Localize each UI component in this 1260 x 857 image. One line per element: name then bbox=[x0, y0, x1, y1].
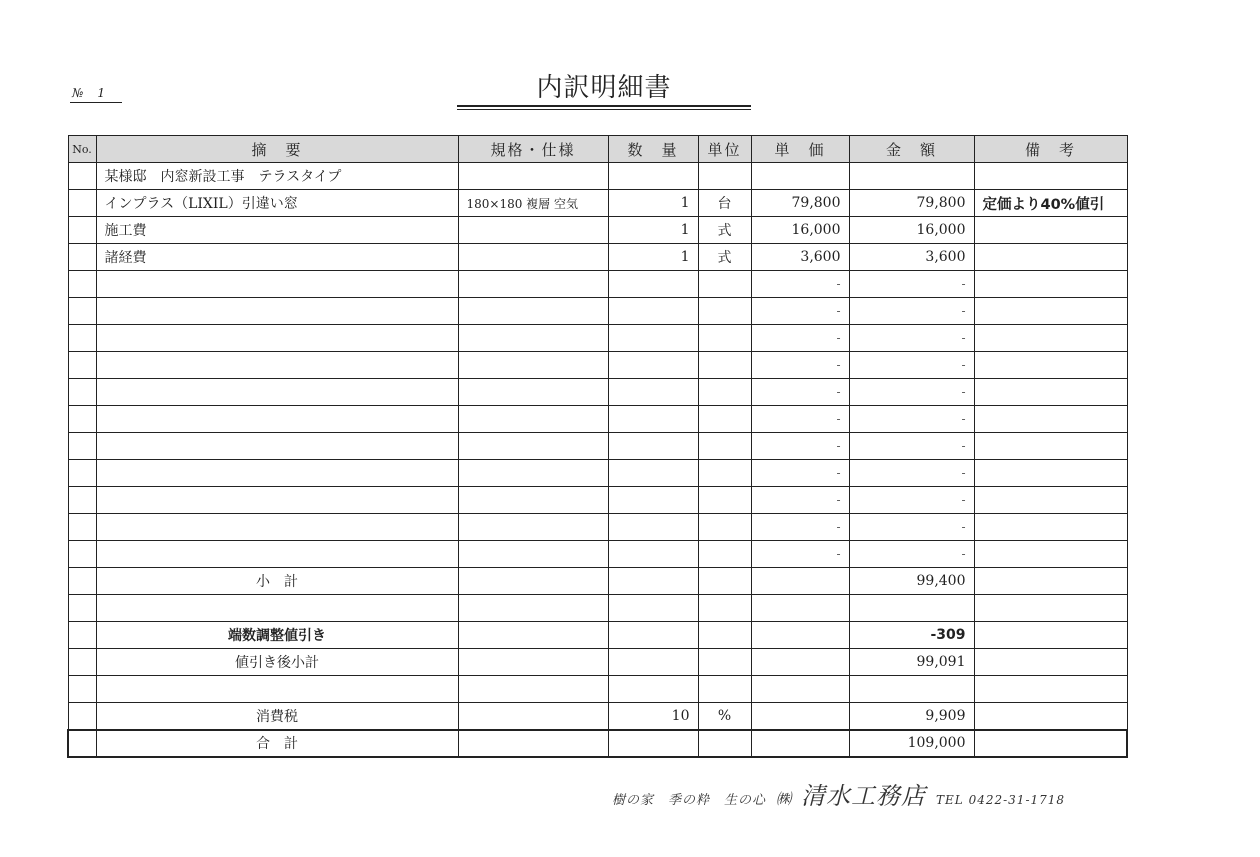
cell-description bbox=[96, 541, 458, 568]
table-row bbox=[68, 217, 1127, 244]
cell-unit-price: - bbox=[751, 271, 849, 298]
table-row bbox=[68, 379, 1127, 406]
table-row bbox=[68, 244, 1127, 271]
cell-unit-price bbox=[751, 703, 849, 730]
cell-remarks bbox=[974, 163, 1127, 190]
cell-description bbox=[96, 460, 458, 487]
cell-amount bbox=[849, 595, 974, 622]
table-row bbox=[68, 460, 1127, 487]
document-title-block bbox=[457, 72, 751, 110]
cell-spec bbox=[458, 271, 608, 298]
cell-spec bbox=[458, 460, 608, 487]
cell-amount: - bbox=[849, 541, 974, 568]
table-row bbox=[68, 352, 1127, 379]
cell-amount: - bbox=[849, 271, 974, 298]
cell-remarks bbox=[974, 271, 1127, 298]
table-row bbox=[68, 271, 1127, 298]
cell-remarks bbox=[974, 460, 1127, 487]
cell-amount: 79,800 bbox=[849, 190, 974, 217]
cell-quantity bbox=[608, 514, 698, 541]
cell-unit bbox=[698, 514, 751, 541]
cell-quantity bbox=[608, 163, 698, 190]
cell-description bbox=[96, 514, 458, 541]
cell-amount bbox=[849, 163, 974, 190]
document-number-label: № bbox=[72, 86, 84, 100]
grand-total-label: 合 計 bbox=[96, 730, 458, 757]
cell-remarks bbox=[974, 379, 1127, 406]
cell-quantity bbox=[608, 271, 698, 298]
column-header-remarks: 備 考 bbox=[974, 136, 1127, 163]
cell-unit bbox=[698, 568, 751, 595]
blank-row bbox=[68, 595, 1127, 622]
table-row bbox=[68, 325, 1127, 352]
title-double-underline bbox=[457, 105, 751, 110]
document-title: 内訳明細書 bbox=[536, 73, 672, 103]
subtotal-label: 小 計 bbox=[96, 568, 458, 595]
cell-amount: 3,600 bbox=[849, 244, 974, 271]
cell-remarks: 定価より40%値引 bbox=[974, 190, 1127, 217]
column-header-unit: 単位 bbox=[698, 136, 751, 163]
cell-amount: - bbox=[849, 298, 974, 325]
cell-unit bbox=[698, 460, 751, 487]
company-phone: TEL 0422-31-1718 bbox=[936, 793, 1066, 807]
cell-amount: - bbox=[849, 325, 974, 352]
cell-amount: - bbox=[849, 460, 974, 487]
cell-spec bbox=[458, 217, 608, 244]
cell-amount bbox=[849, 676, 974, 703]
cell-quantity bbox=[608, 460, 698, 487]
cell-spec bbox=[458, 703, 608, 730]
cell-description bbox=[96, 271, 458, 298]
cell-no bbox=[68, 703, 96, 730]
cell-spec bbox=[458, 487, 608, 514]
cell-description bbox=[96, 298, 458, 325]
cell-unit-price bbox=[751, 568, 849, 595]
table-row bbox=[68, 541, 1127, 568]
cell-unit bbox=[698, 541, 751, 568]
cell-description bbox=[96, 595, 458, 622]
cell-no bbox=[68, 352, 96, 379]
cell-no bbox=[68, 487, 96, 514]
cell-quantity bbox=[608, 730, 698, 757]
breakdown-table bbox=[67, 135, 1128, 758]
cell-remarks bbox=[974, 217, 1127, 244]
cell-spec bbox=[458, 541, 608, 568]
table-row bbox=[68, 433, 1127, 460]
cell-quantity: 1 bbox=[608, 244, 698, 271]
cell-amount: - bbox=[849, 487, 974, 514]
cell-spec bbox=[458, 595, 608, 622]
cell-unit-price bbox=[751, 622, 849, 649]
cell-no bbox=[68, 433, 96, 460]
cell-spec bbox=[458, 163, 608, 190]
cell-quantity bbox=[608, 298, 698, 325]
cell-quantity bbox=[608, 352, 698, 379]
column-header-no: No. bbox=[68, 136, 96, 163]
after-discount-subtotal-row bbox=[68, 649, 1127, 676]
cell-quantity bbox=[608, 622, 698, 649]
cell-no bbox=[68, 622, 96, 649]
cell-description bbox=[96, 379, 458, 406]
cell-no bbox=[68, 379, 96, 406]
cell-no bbox=[68, 514, 96, 541]
cell-unit bbox=[698, 595, 751, 622]
cell-quantity bbox=[608, 649, 698, 676]
cell-unit: 式 bbox=[698, 244, 751, 271]
cell-quantity bbox=[608, 379, 698, 406]
cell-spec bbox=[458, 298, 608, 325]
after-discount-subtotal-amount: 99,091 bbox=[849, 649, 974, 676]
rounding-discount-label: 端数調整値引き bbox=[96, 622, 458, 649]
cell-remarks bbox=[974, 541, 1127, 568]
cell-spec bbox=[458, 325, 608, 352]
cell-no bbox=[68, 271, 96, 298]
consumption-tax-row bbox=[68, 703, 1127, 730]
cell-no bbox=[68, 217, 96, 244]
cell-quantity bbox=[608, 406, 698, 433]
table-row bbox=[68, 487, 1127, 514]
cell-unit-price: - bbox=[751, 325, 849, 352]
cell-no bbox=[68, 649, 96, 676]
cell-no bbox=[68, 325, 96, 352]
cell-unit: 式 bbox=[698, 217, 751, 244]
cell-spec bbox=[458, 622, 608, 649]
company-footer bbox=[612, 776, 1066, 810]
cell-unit bbox=[698, 487, 751, 514]
cell-amount: - bbox=[849, 379, 974, 406]
cell-description: 某様邸 内窓新設工事 テラスタイプ bbox=[96, 163, 458, 190]
cell-quantity bbox=[608, 487, 698, 514]
cell-spec bbox=[458, 433, 608, 460]
document-number bbox=[70, 86, 122, 103]
table-row bbox=[68, 406, 1127, 433]
column-header-amount: 金 額 bbox=[849, 136, 974, 163]
cell-unit-price: - bbox=[751, 433, 849, 460]
cell-no bbox=[68, 595, 96, 622]
cell-unit bbox=[698, 730, 751, 757]
cell-unit bbox=[698, 379, 751, 406]
cell-description: 施工費 bbox=[96, 217, 458, 244]
company-name: 清水工務店 bbox=[801, 782, 927, 810]
cell-quantity bbox=[608, 568, 698, 595]
cell-remarks bbox=[974, 514, 1127, 541]
cell-quantity bbox=[608, 433, 698, 460]
cell-no bbox=[68, 163, 96, 190]
cell-unit-price: - bbox=[751, 406, 849, 433]
cell-amount: - bbox=[849, 352, 974, 379]
corporation-mark: ㈱ bbox=[776, 790, 792, 808]
column-header-unit-price: 単 価 bbox=[751, 136, 849, 163]
cell-spec bbox=[458, 568, 608, 595]
cell-remarks bbox=[974, 406, 1127, 433]
cell-spec bbox=[458, 406, 608, 433]
cell-unit-price bbox=[751, 676, 849, 703]
cell-no bbox=[68, 244, 96, 271]
subtotal-amount: 99,400 bbox=[849, 568, 974, 595]
cell-spec bbox=[458, 379, 608, 406]
consumption-tax-unit: % bbox=[698, 703, 751, 730]
cell-remarks bbox=[974, 703, 1127, 730]
cell-unit bbox=[698, 271, 751, 298]
cell-spec bbox=[458, 244, 608, 271]
table-row bbox=[68, 190, 1127, 217]
subtotal-row bbox=[68, 568, 1127, 595]
cell-no bbox=[68, 568, 96, 595]
consumption-tax-label: 消費税 bbox=[96, 703, 458, 730]
cell-unit bbox=[698, 352, 751, 379]
cell-remarks bbox=[974, 676, 1127, 703]
cell-unit bbox=[698, 622, 751, 649]
cell-amount: 16,000 bbox=[849, 217, 974, 244]
rounding-discount-row bbox=[68, 622, 1127, 649]
cell-amount: - bbox=[849, 406, 974, 433]
cell-unit-price bbox=[751, 649, 849, 676]
cell-unit bbox=[698, 406, 751, 433]
cell-remarks bbox=[974, 730, 1127, 757]
cell-unit-price: 79,800 bbox=[751, 190, 849, 217]
cell-remarks bbox=[974, 352, 1127, 379]
cell-no bbox=[68, 298, 96, 325]
cell-quantity bbox=[608, 676, 698, 703]
cell-unit-price: 3,600 bbox=[751, 244, 849, 271]
grand-total-amount: 109,000 bbox=[849, 730, 974, 757]
table-row bbox=[68, 163, 1127, 190]
table-header-row bbox=[68, 136, 1127, 163]
consumption-tax-rate: 10 bbox=[608, 703, 698, 730]
cell-description bbox=[96, 676, 458, 703]
cell-no bbox=[68, 541, 96, 568]
cell-unit bbox=[698, 649, 751, 676]
cell-no bbox=[68, 676, 96, 703]
consumption-tax-amount: 9,909 bbox=[849, 703, 974, 730]
cell-description bbox=[96, 406, 458, 433]
cell-spec bbox=[458, 514, 608, 541]
cell-remarks bbox=[974, 244, 1127, 271]
cell-spec bbox=[458, 352, 608, 379]
cell-spec bbox=[458, 649, 608, 676]
cell-unit-price: 16,000 bbox=[751, 217, 849, 244]
cell-amount: - bbox=[849, 433, 974, 460]
cell-remarks bbox=[974, 433, 1127, 460]
cell-unit bbox=[698, 163, 751, 190]
cell-no bbox=[68, 460, 96, 487]
cell-remarks bbox=[974, 568, 1127, 595]
cell-unit bbox=[698, 298, 751, 325]
cell-no bbox=[68, 190, 96, 217]
cell-unit-price: - bbox=[751, 487, 849, 514]
cell-remarks bbox=[974, 298, 1127, 325]
column-header-description: 摘 要 bbox=[96, 136, 458, 163]
cell-unit-price bbox=[751, 163, 849, 190]
grand-total-row bbox=[68, 730, 1127, 757]
cell-quantity bbox=[608, 325, 698, 352]
cell-description bbox=[96, 352, 458, 379]
cell-unit-price: - bbox=[751, 298, 849, 325]
cell-unit-price: - bbox=[751, 541, 849, 568]
rounding-discount-amount: -309 bbox=[849, 622, 974, 649]
cell-remarks bbox=[974, 325, 1127, 352]
cell-quantity bbox=[608, 541, 698, 568]
table-row bbox=[68, 514, 1127, 541]
cell-unit-price: - bbox=[751, 352, 849, 379]
cell-no bbox=[68, 406, 96, 433]
cell-remarks bbox=[974, 622, 1127, 649]
cell-description bbox=[96, 433, 458, 460]
cell-remarks bbox=[974, 487, 1127, 514]
cell-unit-price bbox=[751, 730, 849, 757]
cell-spec bbox=[458, 730, 608, 757]
cell-no bbox=[68, 730, 96, 757]
cell-unit-price bbox=[751, 595, 849, 622]
cell-unit-price: - bbox=[751, 514, 849, 541]
cell-unit-price: - bbox=[751, 379, 849, 406]
cell-remarks bbox=[974, 595, 1127, 622]
document-number-value: 1 bbox=[97, 86, 105, 100]
table-row bbox=[68, 298, 1127, 325]
cell-spec bbox=[458, 676, 608, 703]
cell-unit: 台 bbox=[698, 190, 751, 217]
company-motto: 樹の家 季の粋 生の心 bbox=[612, 793, 767, 808]
after-discount-subtotal-label: 値引き後小計 bbox=[96, 649, 458, 676]
cell-quantity bbox=[608, 595, 698, 622]
cell-unit bbox=[698, 676, 751, 703]
cell-description: インプラス（LIXIL）引違い窓 bbox=[96, 190, 458, 217]
cell-spec: 180×180 複層 空気 bbox=[458, 190, 608, 217]
column-header-quantity: 数 量 bbox=[608, 136, 698, 163]
cell-description: 諸経費 bbox=[96, 244, 458, 271]
cell-description bbox=[96, 487, 458, 514]
column-header-spec: 規格・仕様 bbox=[458, 136, 608, 163]
cell-unit bbox=[698, 325, 751, 352]
cell-quantity: 1 bbox=[608, 190, 698, 217]
cell-unit-price: - bbox=[751, 460, 849, 487]
cell-description bbox=[96, 325, 458, 352]
cell-quantity: 1 bbox=[608, 217, 698, 244]
blank-row bbox=[68, 676, 1127, 703]
cell-unit bbox=[698, 433, 751, 460]
cell-remarks bbox=[974, 649, 1127, 676]
cell-amount: - bbox=[849, 514, 974, 541]
